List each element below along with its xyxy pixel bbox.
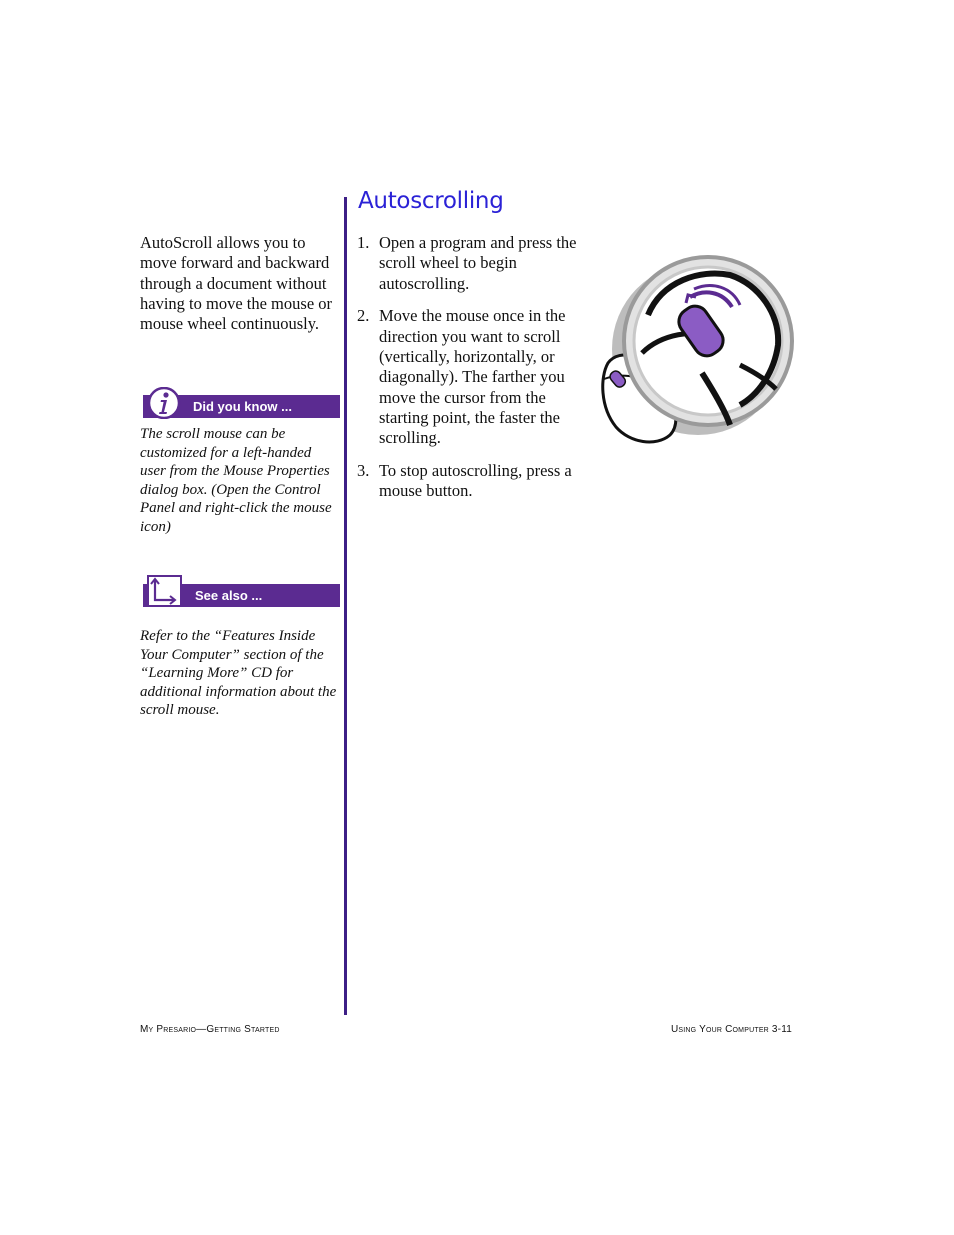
page-title: Autoscrolling: [358, 188, 504, 214]
list-item: [357, 306, 587, 448]
info-icon: [142, 387, 182, 419]
step-number: 2.: [357, 306, 370, 326]
intro-paragraph: AutoScroll allows you to move forward and backward through a document without having to move the mouse or mouse wheel continuously.: [140, 233, 333, 334]
list-item: [357, 233, 587, 294]
vertical-divider: [344, 197, 347, 1015]
corner-arrow-icon: [146, 574, 184, 608]
footer-right: Using Your Computer 3-11: [670, 1024, 792, 1035]
step-text: Open a program and press the scroll wheel to begin autoscrolling.: [379, 233, 577, 293]
did-you-know-label: Did you know ...: [193, 399, 292, 414]
see-also-label: See also ...: [195, 588, 263, 603]
scroll-mouse-magnified-icon: [590, 245, 800, 453]
steps-list: [357, 233, 587, 514]
step-text: To stop autoscrolling, press a mouse button.: [379, 460, 572, 501]
step-number: 1.: [357, 233, 370, 252]
see-also-text: Refer to the “Features Inside Your Computer” section of the “Learning More” CD for additional information about the scroll mouse.: [140, 628, 337, 719]
step-number: 3.: [357, 460, 370, 480]
list-item: [357, 461, 587, 502]
step-text: Move the mouse once in the direction you want to scroll (vertically, horizontally, or diagonally). The farther you move the cursor from the starting point, the faster the scrolling.: [379, 306, 566, 448]
did-you-know-text: The scroll mouse can be customized for a left-handed user from the Mouse Properties dialog box. (Open the Control Panel and right-click the mouse icon): [140, 426, 332, 535]
footer-left: My Presario—Getting Started: [140, 1024, 280, 1035]
